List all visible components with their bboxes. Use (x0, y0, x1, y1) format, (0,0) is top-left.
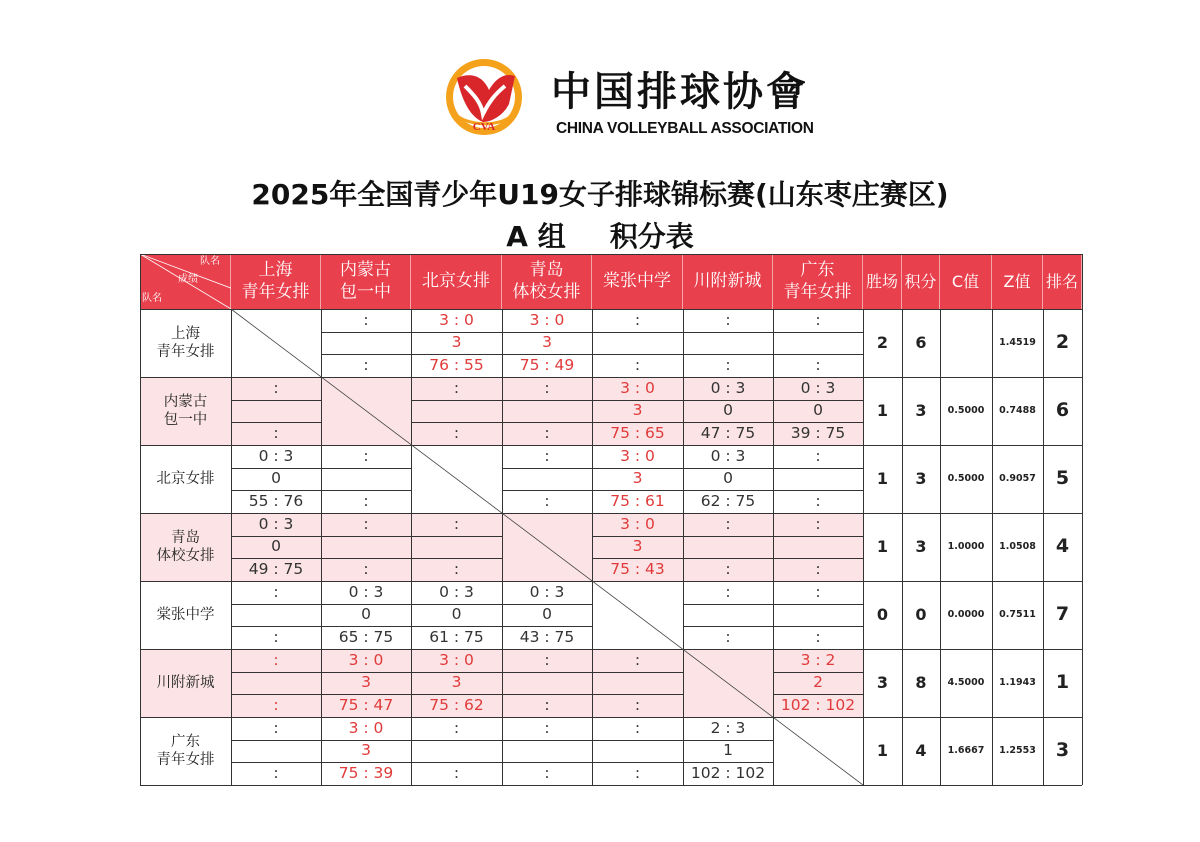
group-label: A 组 (506, 220, 566, 253)
match-points: 3 (542, 333, 552, 352)
column-header-team-line: 上海 (258, 260, 293, 281)
row-points: 6 (915, 333, 927, 352)
match-sets: : (815, 310, 821, 329)
match-sets: 0 : 3 (258, 446, 294, 465)
association-name-cn: 中国排球协會 (551, 68, 809, 115)
row-team-name-line: 青岛 (171, 529, 200, 546)
corner-label-bottom: 队名 (142, 293, 162, 304)
match-score: : (725, 627, 731, 646)
match-score: : (815, 491, 821, 510)
match-sets: : (273, 650, 279, 669)
match-score: 55 : 76 (248, 491, 304, 510)
match-points: 0 (361, 605, 371, 624)
match-points: 3 (632, 469, 643, 488)
column-header-team-line: 包一中 (340, 281, 391, 302)
table-label: 积分表 (609, 220, 694, 253)
match-points: 0 (542, 605, 552, 624)
match-score: 75 : 61 (610, 491, 665, 510)
row-rank: 5 (1055, 467, 1070, 490)
row-rank: 3 (1055, 739, 1070, 762)
match-sets: : (634, 650, 641, 669)
row-rank: 7 (1055, 603, 1070, 626)
match-points: 3 (451, 673, 462, 692)
match-score: 75 : 65 (610, 423, 665, 442)
match-score: : (273, 695, 279, 714)
row-wins: 1 (876, 741, 889, 760)
match-points: 0 (271, 537, 281, 556)
match-score: : (363, 491, 369, 510)
column-header-stat: 排名 (1043, 254, 1082, 309)
match-sets: : (725, 310, 731, 329)
row-team-name-line: 上海 (171, 325, 200, 342)
match-points: 2 (813, 673, 823, 692)
match-sets: : (453, 378, 460, 397)
column-header-team-line: 内蒙古 (340, 260, 391, 281)
match-sets: 3 : 0 (348, 718, 384, 737)
row-c-value: 0.5000 (947, 473, 985, 485)
match-sets: : (273, 582, 279, 601)
match-sets: : (815, 582, 821, 601)
column-header-stat: 胜场 (863, 254, 902, 309)
match-score: : (725, 559, 731, 578)
row-team-name-line: 北京女排 (156, 470, 215, 487)
match-sets: 0 : 3 (258, 514, 294, 533)
match-sets: 0 : 3 (439, 582, 474, 601)
row-z-value: 1.1943 (999, 677, 1036, 689)
match-score: 39 : 75 (790, 423, 846, 442)
match-score: 76 : 55 (429, 355, 484, 374)
match-score: 102 : 102 (690, 763, 766, 782)
row-z-value: 1.4519 (999, 337, 1036, 349)
match-sets: : (634, 310, 641, 329)
match-sets: : (273, 378, 279, 397)
match-score: 75 : 47 (338, 695, 394, 714)
match-score: : (544, 763, 550, 782)
match-sets: 3 : 0 (620, 378, 655, 397)
row-z-value: 0.7488 (999, 405, 1036, 417)
match-sets: 0 : 3 (348, 582, 384, 601)
cva-logo (443, 56, 525, 138)
row-points: 0 (915, 605, 927, 624)
row-points: 3 (915, 469, 927, 488)
match-sets: : (634, 718, 641, 737)
row-c-value: 4.5000 (947, 677, 985, 689)
match-sets: : (815, 514, 821, 533)
match-sets: : (363, 514, 369, 533)
row-wins: 1 (876, 401, 889, 420)
match-points: 3 (632, 537, 643, 556)
column-header-team-line: 棠张中学 (603, 270, 671, 291)
match-sets: : (453, 514, 460, 533)
column-header-team-line: 北京女排 (422, 270, 490, 291)
match-sets: 3 : 0 (620, 514, 655, 533)
match-score: : (815, 355, 821, 374)
match-sets: 0 : 3 (800, 378, 836, 397)
match-sets: 3 : 0 (620, 446, 655, 465)
match-points: 3 (361, 741, 371, 760)
match-score: : (544, 423, 550, 442)
column-header-team-line: 青年女排 (783, 281, 852, 302)
row-wins: 1 (876, 469, 889, 488)
match-score: : (363, 355, 369, 374)
row-points: 8 (915, 673, 927, 692)
row-rank: 2 (1055, 331, 1070, 354)
row-z-value: 1.0508 (999, 541, 1036, 553)
row-c-value: 0.0000 (947, 609, 985, 621)
row-points: 3 (915, 537, 927, 556)
match-sets: 3 : 0 (529, 310, 565, 329)
match-sets: 3 : 0 (439, 310, 474, 329)
row-c-value: 1.0000 (947, 541, 985, 553)
row-team-name-line: 内蒙古 (163, 393, 208, 410)
row-c-value: 1.6667 (947, 745, 985, 757)
column-header-team-line: 广东 (800, 260, 835, 281)
match-sets: : (453, 718, 460, 737)
row-team-name-line: 广东 (171, 733, 200, 750)
match-score: : (273, 423, 279, 442)
column-header-stat: 积分 (902, 254, 940, 309)
match-sets: : (544, 446, 550, 465)
table-border-right (1082, 254, 1083, 785)
match-score: 47 : 75 (700, 423, 756, 442)
match-score: : (544, 491, 550, 510)
match-sets: 3 : 0 (348, 650, 384, 669)
match-score: 61 : 75 (429, 627, 484, 646)
match-sets: 3 : 2 (800, 650, 836, 669)
column-header-stat: Z值 (992, 254, 1043, 309)
column-header-team-line: 青岛 (529, 260, 564, 281)
match-sets: 0 : 3 (529, 582, 565, 601)
column-header-team-line: 体校女排 (512, 281, 581, 302)
match-sets: : (815, 446, 821, 465)
row-wins: 3 (876, 673, 889, 692)
row-rank: 1 (1055, 671, 1070, 694)
match-sets: : (725, 514, 731, 533)
match-score: 75 : 49 (519, 355, 575, 374)
match-score: : (453, 763, 460, 782)
row-points: 4 (915, 741, 927, 760)
row-team-name-line: 体校女排 (156, 548, 215, 564)
match-score: : (815, 627, 821, 646)
match-score: : (363, 559, 369, 578)
row-c-value: 0.5000 (947, 405, 985, 417)
column-header-team-line: 青年女排 (241, 281, 310, 302)
match-points: 0 (723, 469, 733, 488)
column-header-stat: C值 (940, 254, 992, 309)
match-points: 0 (271, 469, 281, 488)
row-wins: 2 (876, 333, 889, 352)
page-subtitle (0, 215, 1200, 255)
match-score: : (815, 559, 821, 578)
match-score: 75 : 43 (610, 559, 665, 578)
match-sets: 0 : 3 (710, 446, 746, 465)
match-points: 3 (632, 401, 643, 420)
match-score: : (453, 559, 460, 578)
match-score: : (453, 423, 460, 442)
match-sets: : (544, 718, 550, 737)
row-z-value: 0.7511 (999, 609, 1036, 621)
match-sets: : (725, 582, 731, 601)
match-score: : (725, 355, 731, 374)
match-score: 49 : 75 (248, 559, 304, 578)
match-points: 0 (723, 401, 733, 420)
match-score: : (634, 355, 641, 374)
standings-table (140, 254, 1082, 785)
row-team-name-line: 青年女排 (156, 752, 215, 768)
row-z-value: 0.9057 (999, 473, 1036, 485)
match-sets: 0 : 3 (710, 378, 746, 397)
row-points: 3 (915, 401, 927, 420)
row-z-value: 1.2553 (999, 745, 1036, 757)
match-points: 1 (723, 741, 733, 760)
row-wins: 0 (876, 605, 889, 624)
match-score: : (634, 763, 641, 782)
logo-badge-text: CVA (472, 121, 496, 133)
match-score: 75 : 39 (338, 763, 394, 782)
match-points: 3 (361, 673, 371, 692)
match-score: : (273, 763, 279, 782)
match-sets: : (273, 718, 279, 737)
row-team-name-line: 包一中 (163, 412, 208, 428)
corner-label-top: 队名 (200, 256, 220, 267)
self-match-diagonal (140, 254, 1082, 785)
match-sets: 3 : 0 (439, 650, 474, 669)
match-score: 43 : 75 (519, 627, 575, 646)
match-score: : (273, 627, 279, 646)
match-sets: : (544, 378, 550, 397)
corner-label-mid: 成绩 (178, 274, 198, 285)
match-score: 102 : 102 (780, 695, 856, 714)
match-sets: 2 : 3 (710, 718, 746, 737)
page-title: 2025年全国青少年U19女子排球锦标赛(山东枣庄赛区) (251, 178, 949, 211)
match-sets: : (544, 650, 550, 669)
row-wins: 1 (876, 537, 889, 556)
match-score: : (544, 695, 550, 714)
match-sets: : (363, 310, 369, 329)
match-points: 0 (451, 605, 462, 624)
match-score: : (634, 695, 641, 714)
row-rank: 6 (1055, 399, 1070, 422)
match-score: 65 : 75 (338, 627, 394, 646)
row-team-name-line: 棠张中学 (156, 606, 215, 623)
row-divider (140, 785, 1082, 786)
association-name-en: CHINA VOLLEYBALL ASSOCIATION (556, 120, 814, 137)
match-points: 3 (451, 333, 462, 352)
match-sets: : (363, 446, 369, 465)
match-points: 0 (813, 401, 823, 420)
row-team-name-line: 川附新城 (156, 674, 215, 691)
row-rank: 4 (1055, 535, 1070, 558)
column-header-team-line: 川附新城 (693, 270, 762, 291)
row-team-name-line: 青年女排 (156, 344, 215, 360)
match-score: 62 : 75 (700, 491, 756, 510)
match-score: 75 : 62 (429, 695, 484, 714)
